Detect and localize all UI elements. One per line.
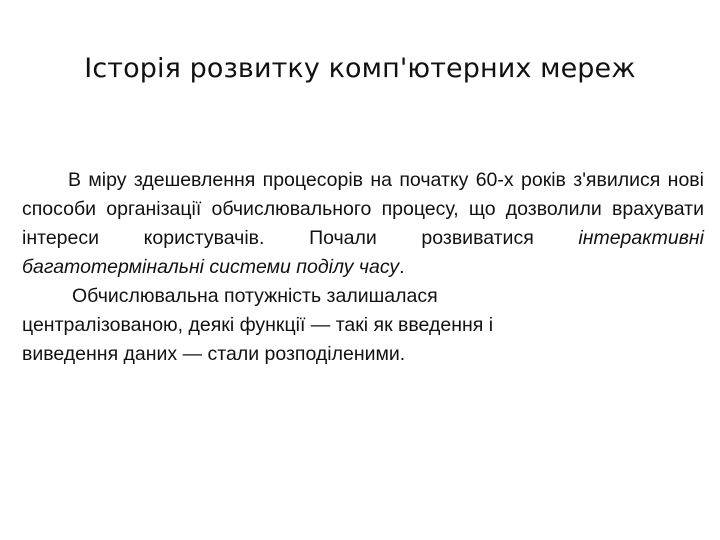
slide-body — [22, 166, 704, 369]
paragraph-2-line-1: Обчислювальна потужність залишалася — [72, 285, 438, 307]
paragraph-2-line-2: централізованою, деякі функції — такі як введення і — [22, 314, 494, 336]
paragraph-1 — [22, 166, 704, 282]
paragraph-1-end: . — [399, 256, 405, 278]
slide-title: Історія розвитку комп'ютерних мереж — [84, 53, 636, 84]
paragraph-2 — [22, 282, 704, 369]
paragraph-1-text: В міру здешевлення процесорів на початку 60-х років з'явилися нові способи організації обчислювального процесу, що дозволили врахувати інтереси користувачів. Почали розвиватися — [22, 169, 704, 249]
paragraph-2-line-3: виведення даних — стали розподіленими. — [22, 343, 406, 365]
paragraph-1-emphasis: інтерактивні багатотермінальні системи поділу часу — [22, 227, 704, 278]
